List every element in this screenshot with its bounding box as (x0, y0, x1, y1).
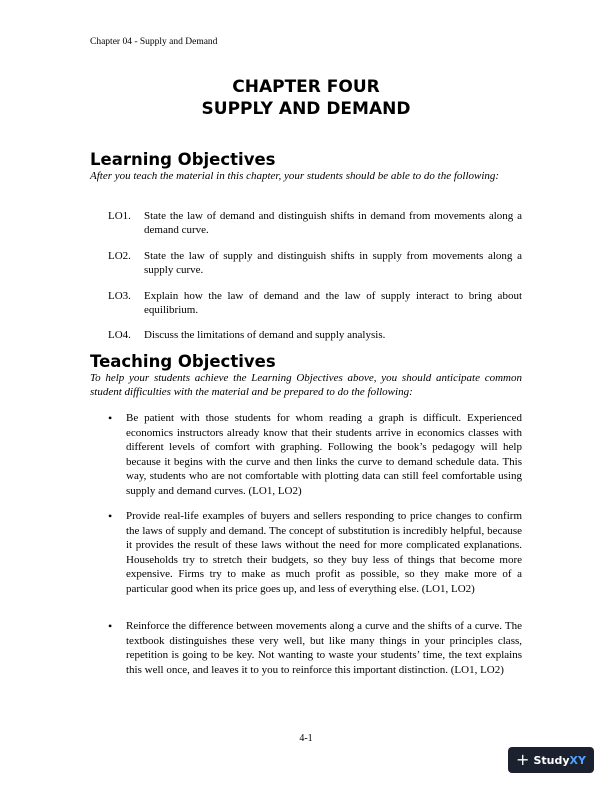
lo-text: Discuss the limitations of demand and supply analysis. (144, 329, 386, 341)
lo-item (108, 209, 522, 237)
chapter-title (0, 76, 612, 120)
bullet-icon: • (108, 411, 113, 425)
lo-code: LO1. (108, 210, 131, 222)
lo-text: State the law of demand and distinguish shifts in demand from movements along a demand curve. (144, 210, 522, 236)
teaching-objectives-intro: To help your students achieve the Learning Objectives above, you should anticipate common student difficulties with the material and be prepared to do the following: (90, 372, 522, 398)
studyxy-badge[interactable] (508, 747, 594, 773)
teaching-objectives-heading: Teaching Objectives (90, 352, 276, 371)
bullet-text: Provide real-life examples of buyers and sellers responding to price changes to confirm the laws of supply and demand. The concept of substitution is incredibly helpful, because it provides the result of these laws without the need for more complicated explanations. Households try to stretch their budgets, so they buy less of things that become more expensive. Firms try to make as much profit as possible, so they make more of a particular good when its price goes up, and less of everything else. (LO1, LO2) (126, 510, 522, 595)
bullet-icon: • (108, 509, 113, 523)
lo-code: LO4. (108, 329, 131, 341)
teaching-bullet (108, 411, 522, 498)
lo-item (108, 328, 522, 342)
lo-text: State the law of supply and distinguish shifts in supply from movements along a supply curve. (144, 250, 522, 276)
page-number: 4-1 (299, 733, 313, 744)
chapter-title-line2: SUPPLY AND DEMAND (201, 99, 411, 119)
bullet-icon: • (108, 619, 113, 633)
lo-code: LO2. (108, 250, 131, 262)
lo-item (108, 249, 522, 277)
lo-item (108, 289, 522, 317)
bullet-text: Be patient with those students for whom reading a graph is difficult. Experienced economics instructors already know that their students arrive in economics classes with different levels of comfort with graphing. Following the book’s pedagogy will help because it begins with the curve and then links the curve to demand schedule data. This way, students who are not comfortable with plotting data can still feel comfortable using supply and demand curves. (LO1, LO2) (126, 412, 522, 497)
lo-code: LO3. (108, 290, 131, 302)
learning-objectives-intro: After you teach the material in this chapter, your students should be able to do the following: (90, 170, 500, 182)
teaching-bullet (108, 619, 522, 677)
bullet-text: Reinforce the difference between movements along a curve and the shifts of a curve. The textbook distinguishes these very well, but like many things in your principles class, repetition is going to be key. Not wanting to waste your students’ time, the text explains this well once, and leaves it to you to reinforce this important distinction. (LO1, LO2) (126, 620, 522, 676)
teaching-bullet (108, 509, 522, 596)
badge-prefix: Study (533, 753, 570, 767)
lo-text: Explain how the law of demand and the law of supply interact to bring about equilibrium. (144, 290, 522, 316)
running-head: Chapter 04 - Supply and Demand (90, 37, 218, 47)
chapter-title-line1: CHAPTER FOUR (232, 77, 380, 97)
badge-suffix: XY (569, 753, 586, 767)
plus-icon: + (516, 750, 530, 769)
learning-objectives-heading: Learning Objectives (90, 150, 276, 169)
badge-brand (533, 754, 586, 767)
